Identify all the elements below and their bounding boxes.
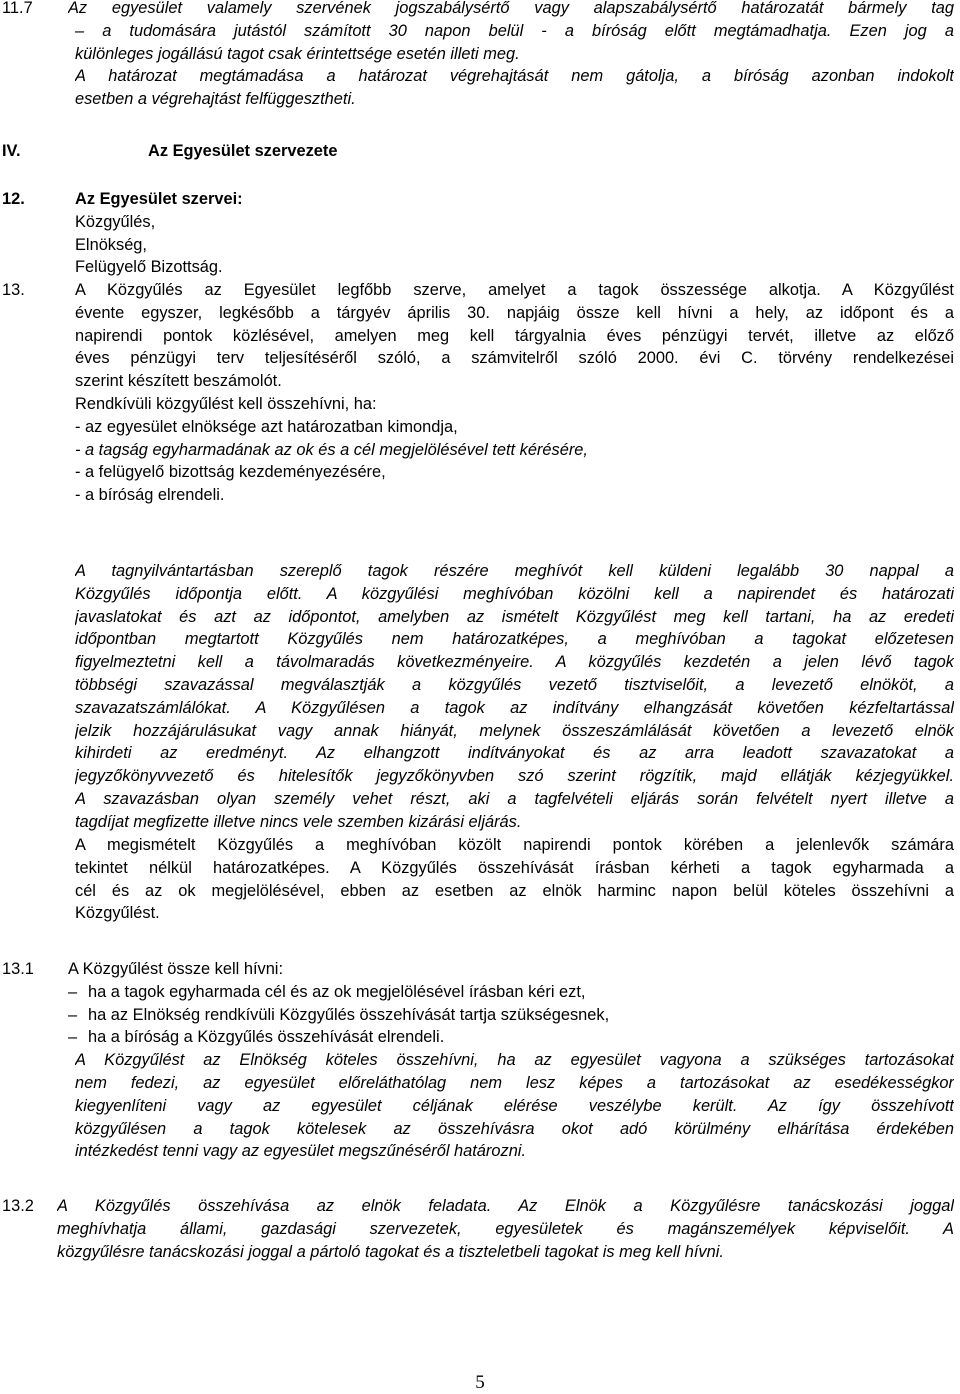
section-title: Az Egyesület szervei: xyxy=(75,190,243,208)
text-line: jelzik hozzájárulásukat vagy annak hiányát, melynek összeszámlálását követően a levezető elnök xyxy=(75,721,954,740)
text-line: A tagnyilvántartásban szereplő tagok részére meghívót kell küldeni legalább 30 nappal a xyxy=(75,562,954,580)
text-line: figyelmeztetni kell a távolmaradás következményeire. A közgyűlés kezdetén a jelen lévő tagok xyxy=(75,653,954,672)
section-number: 13.1 xyxy=(2,960,34,978)
organ-item: Felügyelő Bizottság. xyxy=(75,258,223,277)
chapter-number: IV. xyxy=(2,142,21,160)
text-line: A Közgyűlést össze kell hívni: xyxy=(68,960,284,978)
text-line: cél és az ok megjelölésével, ebben az esetben az elnök harminc napon belül köteles összehívni a xyxy=(75,881,954,900)
text-line: kihirdeti az eredményt. Az elhangzott indítványokat és az arra leadott szavazatokat a xyxy=(75,744,954,763)
text-line: A Közgyűlés az Egyesület legfőbb szerve, amelyet a tagok összessége alkotja. A Közgyűlést xyxy=(75,281,954,299)
text-line: közgyűlésen a tagok kötelesek az összehívásra okot adó körülmény elhárítása érdekében xyxy=(75,1119,954,1138)
section-13 xyxy=(0,279,960,507)
bullet-text: ha a bíróság a Közgyűlés összehívását elrendeli. xyxy=(88,1028,445,1047)
text-line: A megismételt Közgyűlés a meghívóban közölt napirendi pontok körében a jelenlevők számára xyxy=(75,836,954,854)
text-line: A Közgyűlést az Elnökség köteles összehívni, ha az egyesület vagyona a szükséges tartozásokat xyxy=(75,1051,954,1070)
page-number: 5 xyxy=(475,1372,485,1393)
text-line: Közgyűlést. xyxy=(75,904,160,923)
organ-item: Közgyűlés, xyxy=(75,212,156,231)
chapter-heading xyxy=(0,140,960,163)
bullet-text: ha az Elnökség rendkívüli Közgyűlés összehívását tartja szükségesnek, xyxy=(88,1005,610,1024)
section-11-7 xyxy=(0,0,960,111)
section-number: 13.2 xyxy=(2,1197,34,1215)
text-line: időpontban megtartott Közgyűlés nem határozatképes, a meghívóban a tagokat előzetesen xyxy=(75,630,954,649)
text-line: A szavazásban olyan személy vehet részt, aki a tagfelvételi eljárás során felvételt nyert illetve a xyxy=(75,789,954,808)
bullet-item xyxy=(0,1026,960,1049)
text-line: esetben a végrehajtást felfüggesztheti. xyxy=(75,90,356,109)
text-line: közgyűlésre tanácskozási joggal a pártoló tagokat és a tiszteletbeli tagokat is meg kell hívni. xyxy=(57,1242,724,1261)
text-line: javaslatokat és azt az időpontot, amelyben az ismételt Közgyűlést meg kell tartani, ha az eredeti xyxy=(75,607,954,626)
text-line: napirendi pontok közlésével, amelyen meg kell tárgyalnia éves pénzügyi tervét, illetve az előző xyxy=(75,326,954,345)
text-line: Rendkívüli közgyűlést kell összehívni, ha: xyxy=(75,394,377,413)
dash-bullet: – xyxy=(68,1005,78,1024)
text-line: nem fedezi, az egyesület előreláthatólag nem lesz képes a tartozásokat az esedékességkor xyxy=(75,1073,954,1092)
bullet-item xyxy=(0,981,960,1004)
bullet-item xyxy=(0,1004,960,1027)
text-line: – a tudomására jutástól számított 30 napon belül - a bíróság előtt megtámadhatja. Ezen jog a xyxy=(75,21,954,40)
section-number: 13. xyxy=(2,281,25,299)
text-line: évente egyszer, legkésőbb a tárgyév április 30. napjáig össze kell hívni a hely, az időpont és a xyxy=(75,303,954,322)
dash-bullet: – xyxy=(68,982,78,1001)
text-line: intézkedést tenni vagy az egyesület megszűnéséről határozni. xyxy=(75,1142,527,1161)
text-line: A Közgyűlés összehívása az elnök feladata. Az Elnök a Közgyűlésre tanácskozási joggal xyxy=(57,1197,954,1215)
text-line: meghívhatja állami, gazdasági szervezetek, egyesületek és magánszemélyek képviselőit. A xyxy=(57,1219,954,1238)
bullet-text: ha a tagok egyharmada cél és az ok megjelölésével írásban kéri ezt, xyxy=(88,982,586,1001)
text-line: szerint készített beszámolót. xyxy=(75,372,282,391)
text-line: tekintet nélkül határozatképes. A Közgyűlés összehívását írásban kérheti a tagok egyharmada a xyxy=(75,858,954,877)
organ-item: Elnökség, xyxy=(75,235,147,254)
text-line: tagdíjat megfizette illetve nincs vele szemben kizárási eljárás. xyxy=(75,812,522,831)
text-line: A határozat megtámadása a határozat végrehajtását nem gátolja, a bíróság azonban indokolt xyxy=(75,67,954,86)
list-item: - az egyesület elnöksége azt határozatban kimondja, xyxy=(75,417,458,436)
section-13-2 xyxy=(0,1195,960,1263)
section-number: 12. xyxy=(2,190,25,208)
dash-bullet: – xyxy=(68,1028,78,1047)
section-13-invitation xyxy=(0,560,960,834)
text-line: többségi szavazással megválasztják a közgyűlés vezető tisztviselőit, a levezető elnököt, a xyxy=(75,675,954,694)
list-item: - a felügyelő bizottság kezdeményezésére, xyxy=(75,463,386,482)
chapter-title: Az Egyesület szervezete xyxy=(148,142,338,160)
text-line: jegyzőkönyvvezető és hitelesítők jegyzőkönyvben szó szerint rögzítik, majd ellátják kézjegyükkel. xyxy=(75,767,954,786)
list-item: - a tagság egyharmadának az ok és a cél megjelölésével tett kérésére, xyxy=(75,440,588,459)
text-line: Az egyesület valamely szervének jogszabálysértő vagy alapszabálysértő határozatát bármely tag xyxy=(68,0,954,17)
section-13-1 xyxy=(0,958,960,1163)
text-line: kiegyenlíteni vagy az egyesület céljának elérése veszélybe került. Az így összehívott xyxy=(75,1096,954,1115)
text-line: különleges jogállású tagot csak érintettsége esetén illeti meg. xyxy=(75,44,520,63)
list-item: - a bíróság elrendeli. xyxy=(75,486,225,505)
text-line: szavazatszámlálókat. A Közgyűlésen a tagok az indítvány elhangzását követően kézfeltartással xyxy=(75,698,954,717)
section-number: 11.7 xyxy=(2,0,33,17)
text-line: Közgyűlés időpontja előtt. A közgyűlési meghívóban közölni kell a napirendet és határozati xyxy=(75,584,954,603)
text-line: éves pénzügyi terv teljesítéséről szóló, a számvitelről szóló 2000. évi C. törvény rendelkezései xyxy=(75,349,954,368)
section-13-repeated-meeting xyxy=(0,834,960,925)
section-12 xyxy=(0,188,960,279)
